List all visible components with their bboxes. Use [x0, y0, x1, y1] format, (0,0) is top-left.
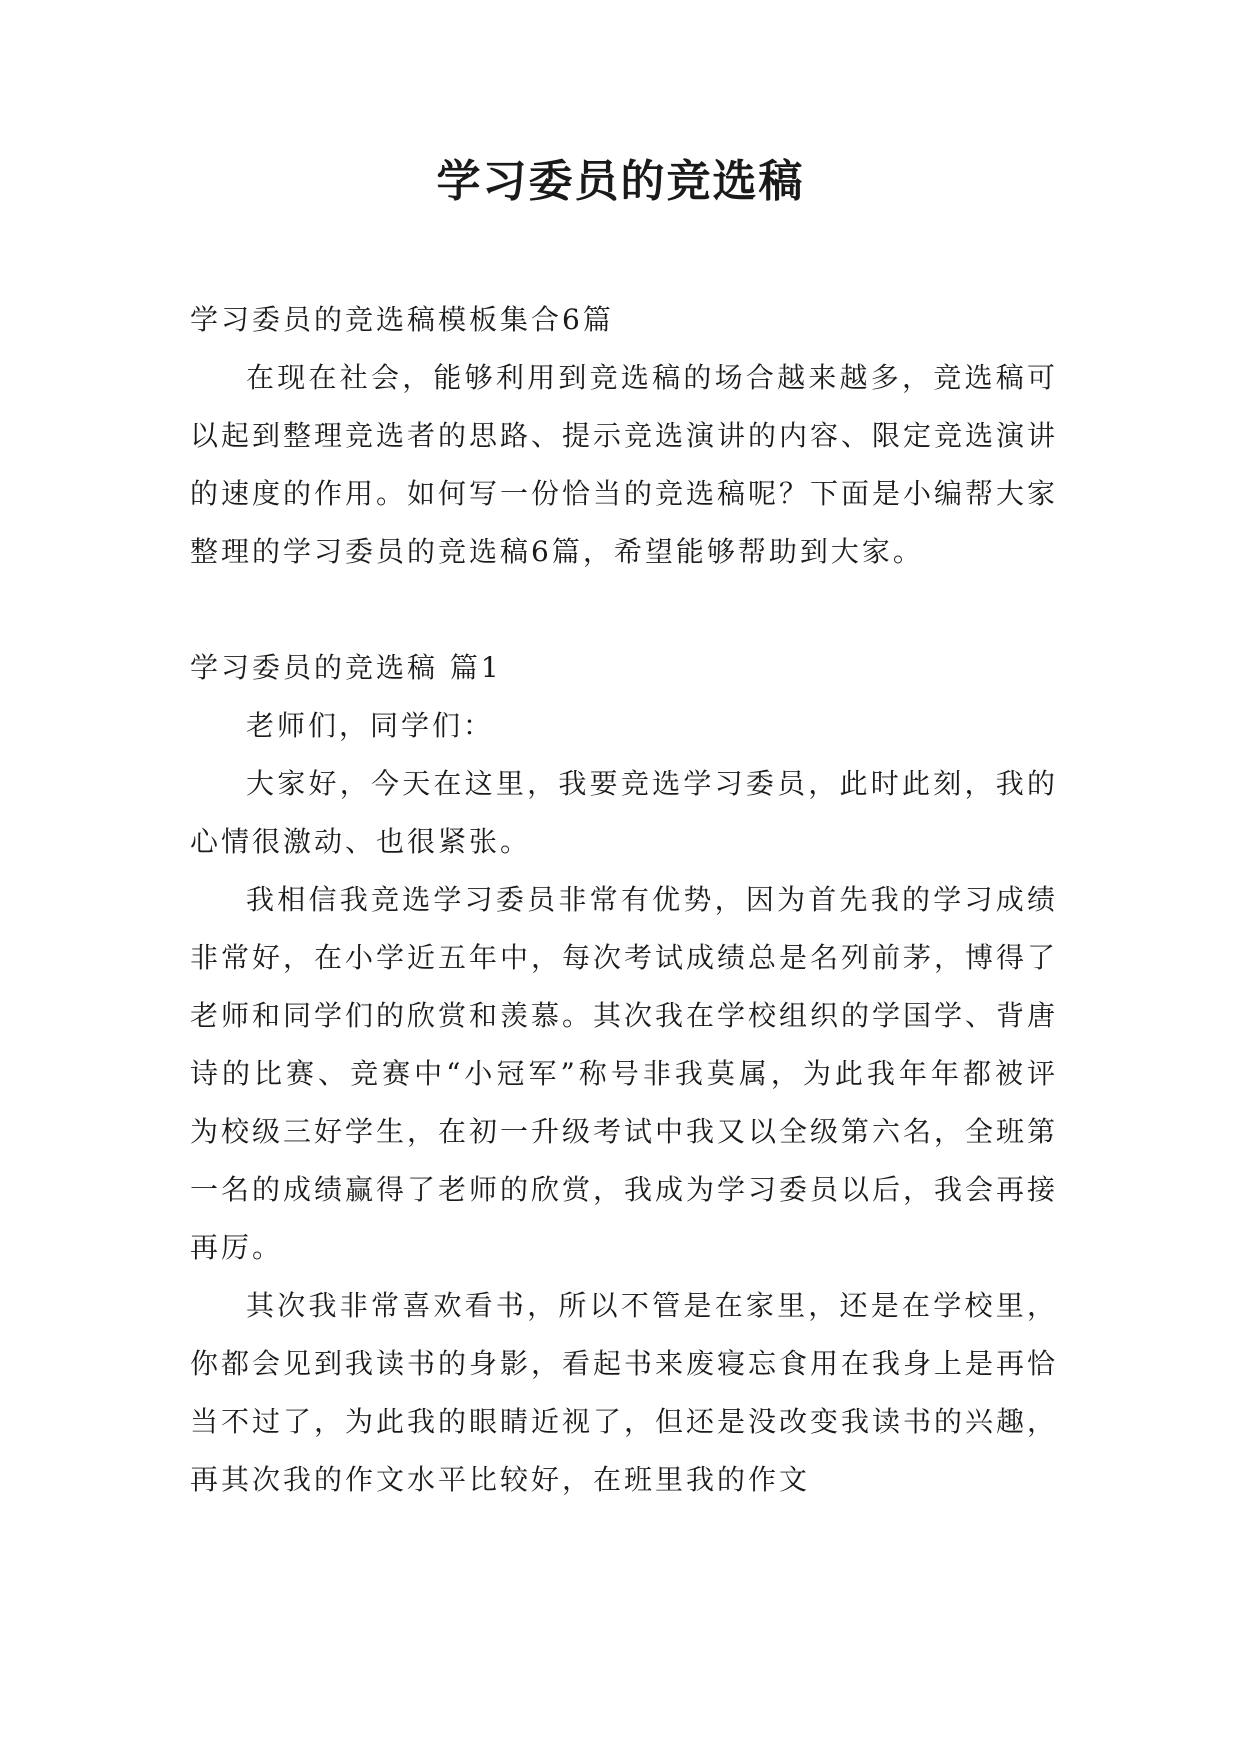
section-heading: 学习委员的竞选稿 篇1: [190, 651, 502, 684]
body-paragraph-2: 我相信我竞选学习委员非常有优势，因为首先我的学习成绩非常好，在小学近五年中，每次考试成绩总是名列前茅，博得了老师和同学们的欣赏和羡慕。其次我在学校组织的学国学、背唐诗的比赛、竞赛中“小冠军”称号非我莫属，为此我年年都被评为校级三好学生，在初一升级考试中我又以全级第六名，全班第一名的成绩赢得了老师的欣赏，我成为学习委员以后，我会再接再厉。: [190, 883, 1059, 1264]
section-spacer: [190, 581, 1058, 639]
document-title: 学习委员的竞选稿: [436, 156, 805, 207]
intro-paragraph: 在现在社会，能够利用到竞选稿的场合越来越多，竞选稿可以起到整理竞选者的思路、提示竞选演讲的内容、限定竞选演讲的速度的作用。如何写一份恰当的竞选稿呢？下面是小编帮大家整理的学习委员的竞选稿6篇，希望能够帮助到大家。: [190, 361, 1059, 568]
body-paragraph-1: 大家好，今天在这里，我要竞选学习委员，此时此刻，我的心情很激动、也很紧张。: [190, 767, 1058, 858]
document-subtitle: 学习委员的竞选稿模板集合6篇: [190, 303, 614, 336]
greeting-line: 老师们，同学们：: [246, 709, 495, 742]
body-paragraph-3: 其次我非常喜欢看书，所以不管是在家里，还是在学校里，你都会见到我读书的身影，看起书来废寝忘食用在我身上是再恰当不过了，为此我的眼睛近视了，但还是没改变我读书的兴趣，再其次我的作文水平比较好，在班里我的作文: [190, 1289, 1059, 1496]
document-body: [190, 291, 1058, 1509]
